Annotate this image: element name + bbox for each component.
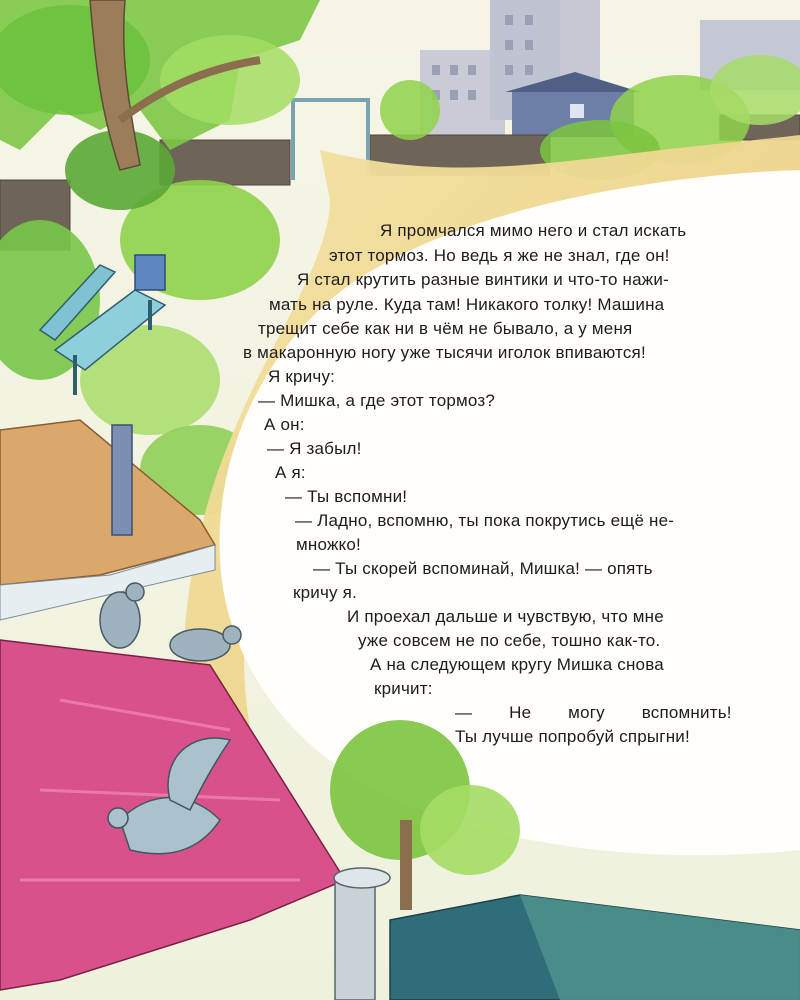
text-line: множко! — [296, 535, 361, 554]
text-line: Я стал крутить разные винтики и что-то нажи- — [297, 270, 669, 289]
text-line: А на следующем кругу Мишка снова — [370, 655, 664, 674]
text-line: трещит себе как ни в чём не бывало, а у меня — [258, 319, 633, 338]
text-line: — Ладно, вспомню, ты пока покрутись ещё не- — [295, 511, 675, 530]
text-line: Я промчался мимо него и стал искать — [380, 221, 687, 240]
text-line: мать на руле. Куда там! Никакого толку! Машина — [269, 295, 665, 314]
text-line: — Ты скорей вспоминай, Мишка! — опять — [313, 559, 653, 578]
text-line: — Не могу вспомнить! — [455, 703, 732, 722]
text-line: И проехал дальше и чувствую, что мне — [347, 607, 664, 626]
text-line: Я кричу: — [268, 367, 336, 386]
text-line: кричу я. — [293, 583, 357, 602]
text-line: этот тормоз. Но ведь я же не знал, где он! — [329, 246, 670, 265]
text-line: Ты лучше попробуй спрыгни! — [455, 727, 690, 746]
text-line: — Я забыл! — [267, 439, 362, 458]
text-line: уже совсем не по себе, тошно как-то. — [358, 631, 661, 650]
text-line: кричит: — [374, 679, 433, 698]
text-line: — Ты вспомни! — [285, 487, 408, 506]
text-line: в макаронную ногу уже тысячи иголок впиваются! — [243, 343, 646, 362]
text-line: А он: — [264, 415, 305, 434]
text-line: — Мишка, а где этот тормоз? — [258, 391, 496, 410]
text-line: А я: — [275, 463, 306, 482]
